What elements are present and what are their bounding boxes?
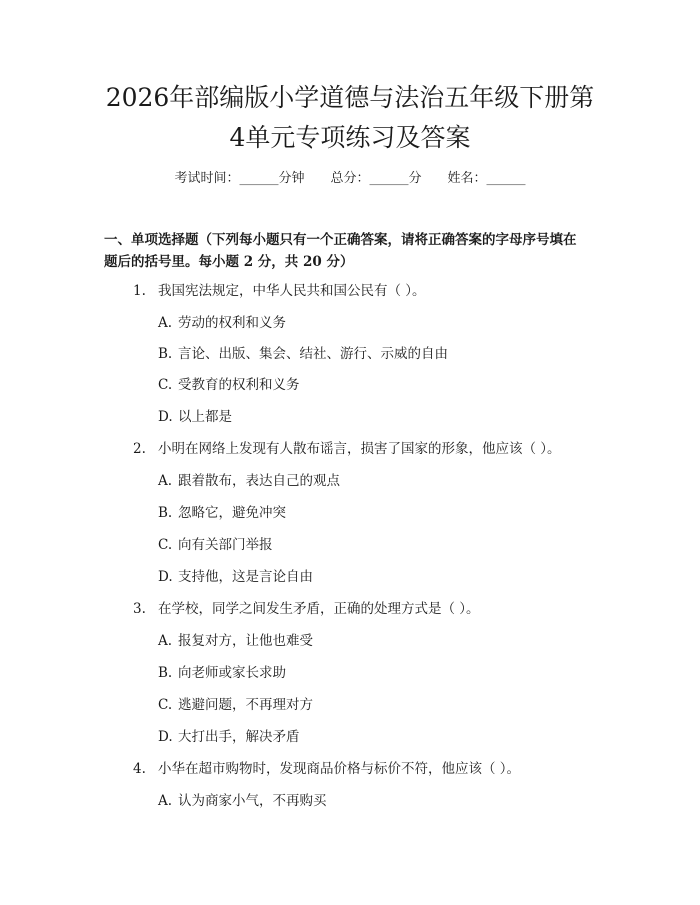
question-2-option-c [158, 536, 608, 554]
option-letter: B. [158, 505, 173, 521]
section-heading-line-1: 一、单项选择题（下列每小题只有一个正确答案，请将正确答案的字母序号填在 [104, 232, 577, 248]
question-text: 我国宪法规定，中华人民共和国公民有（ ）。 [158, 283, 426, 299]
option-letter: D. [158, 409, 173, 425]
total-score-field: 总分：______分 [330, 171, 422, 186]
option-text: 向老师或家长求助 [178, 665, 286, 681]
option-text: 认为商家小气，不再购买 [178, 793, 327, 809]
question-4 [133, 760, 613, 778]
option-text: 受教育的权利和义务 [178, 377, 300, 393]
option-letter: C. [158, 377, 173, 393]
student-name-field: 姓名：______ [447, 171, 526, 186]
question-1-option-a [158, 314, 608, 332]
option-letter: A. [158, 473, 173, 489]
question-text: 在学校，同学之间发生矛盾，正确的处理方式是（ ）。 [158, 601, 480, 617]
option-text: 劳动的权利和义务 [178, 315, 286, 331]
question-2-option-b [158, 504, 608, 522]
option-text: 报复对方，让他也难受 [178, 633, 313, 649]
option-letter: A. [158, 633, 173, 649]
title-line-1: 2026年部编版小学道德与法治五年级下册第 [105, 83, 595, 112]
question-3 [133, 600, 613, 618]
question-1-option-c [158, 376, 608, 394]
question-number: 2. [133, 441, 146, 457]
section-heading [104, 229, 604, 273]
section-heading-line-2: 题后的括号里。每小题 2 分，共 20 分） [104, 254, 354, 270]
question-1-option-d [158, 408, 608, 426]
document-title [60, 78, 640, 158]
option-letter: A. [158, 315, 173, 331]
question-text: 小明在网络上发现有人散布谣言，损害了国家的形象，他应该（ ）。 [158, 441, 561, 457]
question-number: 3. [133, 601, 146, 617]
question-1-option-b [158, 345, 608, 363]
option-letter: B. [158, 665, 173, 681]
option-text: 忽略它，避免冲突 [178, 505, 286, 521]
question-number: 1. [133, 283, 146, 299]
option-letter: D. [158, 569, 173, 585]
question-3-option-a [158, 632, 608, 650]
option-letter: C. [158, 697, 173, 713]
option-text: 逃避问题，不再理对方 [178, 697, 313, 713]
question-1 [133, 282, 613, 300]
option-letter: C. [158, 537, 173, 553]
option-text: 向有关部门举报 [178, 537, 273, 553]
option-text: 支持他，这是言论自由 [178, 569, 313, 585]
question-4-option-a [158, 792, 608, 810]
question-2 [133, 440, 613, 458]
option-text: 大打出手，解决矛盾 [178, 729, 300, 745]
question-3-option-d [158, 728, 608, 746]
question-3-option-c [158, 696, 608, 714]
option-text: 言论、出版、集会、结社、游行、示威的自由 [178, 346, 448, 362]
question-3-option-b [158, 664, 608, 682]
title-line-2: 4单元专项练习及答案 [229, 123, 471, 152]
exam-info-line [0, 170, 700, 188]
option-letter: D. [158, 729, 173, 745]
question-2-option-d [158, 568, 608, 586]
option-letter: A. [158, 793, 173, 809]
exam-time-field: 考试时间：______分钟 [174, 171, 305, 186]
question-number: 4. [133, 761, 146, 777]
option-text: 跟着散布，表达自己的观点 [178, 473, 340, 489]
option-letter: B. [158, 346, 173, 362]
question-text: 小华在超市购物时，发现商品价格与标价不符，他应该（ ）。 [158, 761, 521, 777]
option-text: 以上都是 [178, 409, 232, 425]
question-2-option-a [158, 472, 608, 490]
